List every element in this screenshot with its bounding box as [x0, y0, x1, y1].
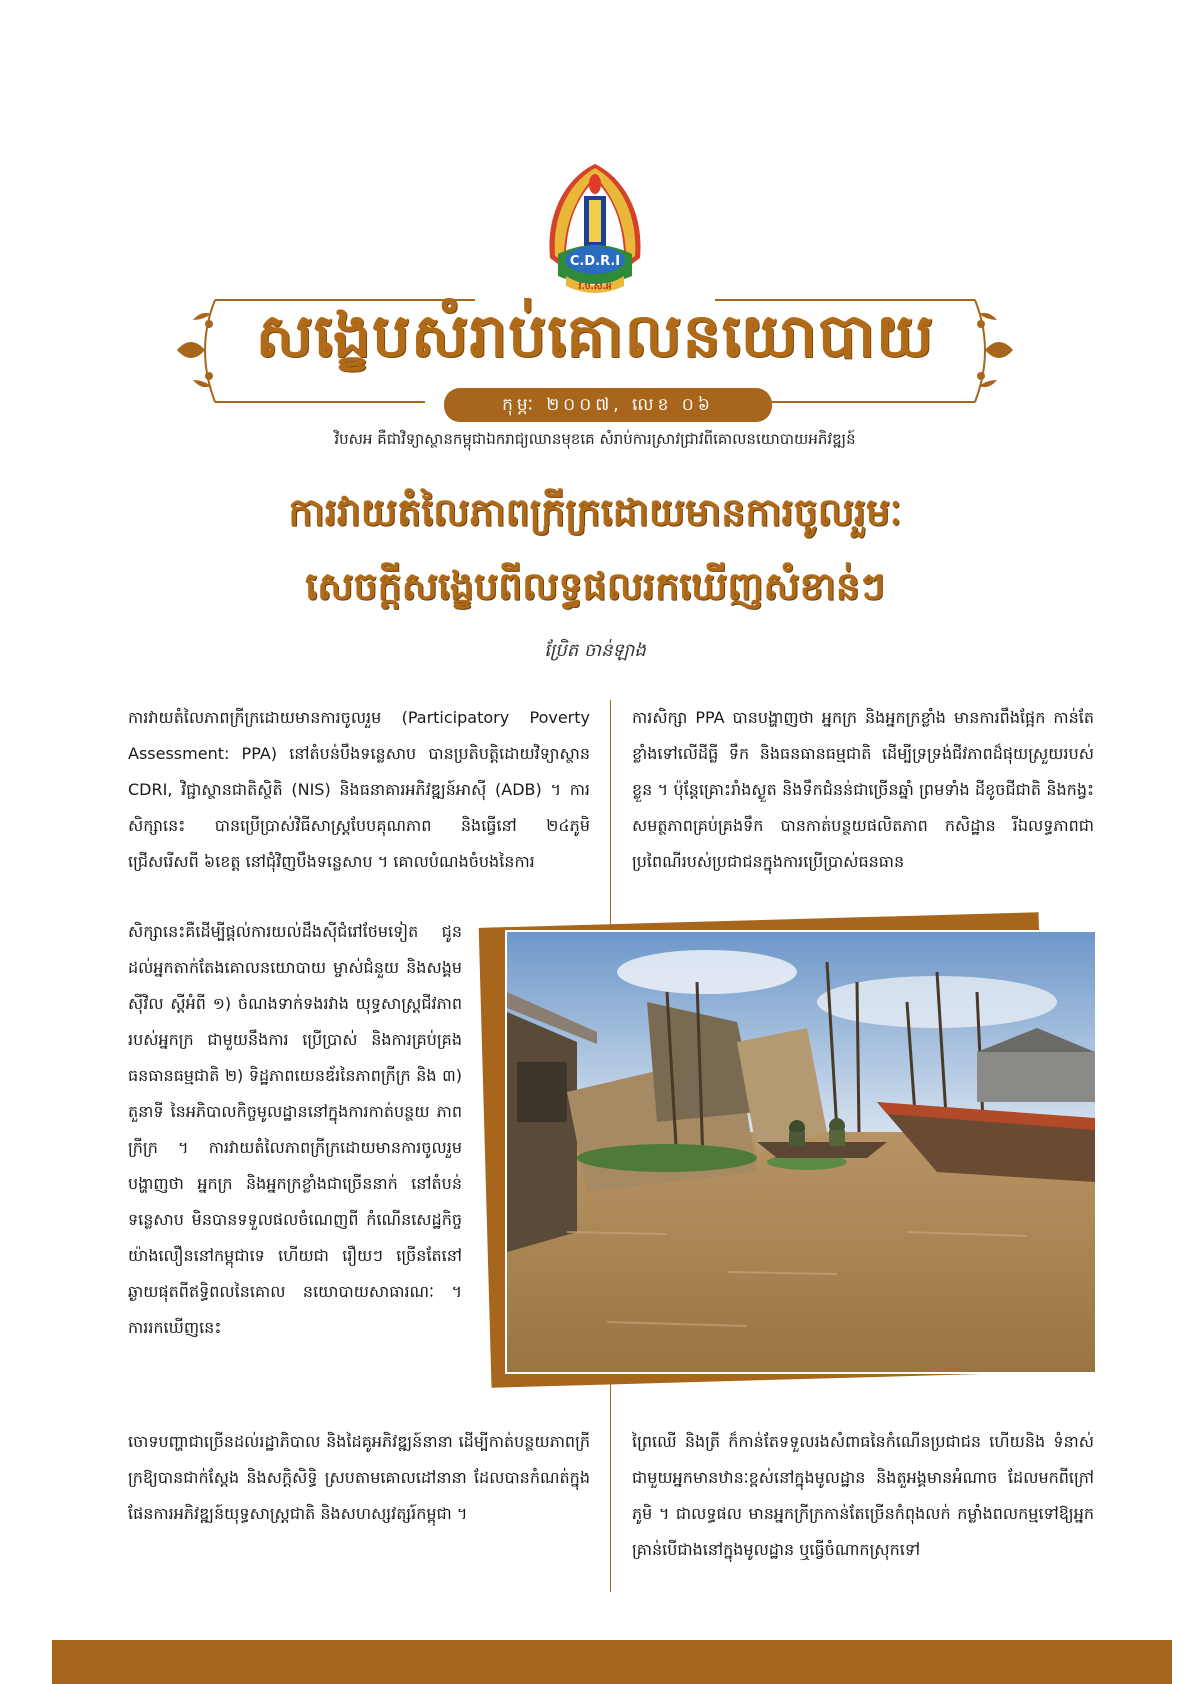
- floating-village-photo: [505, 930, 1097, 1374]
- left-column-bottom-text: ចោទបញ្ហាជាច្រើនដល់រដ្ឋាភិបាល និងដៃគូអភិវឌ្ឍន៍នានា ដើម្បីកាត់បន្ថយភាពក្រីក្រឱ្យបានជាក់ស្តែង និងសក្តិសិទ្ធិ ស្របតាមគោលដៅនានា ដែលបានកំណត់ក្នុងផែនការអភិវឌ្ឍន៍យុទ្ធសាស្ត្រជាតិ និងសហស្សវត្សរ៍កម្ពុជា ។: [128, 1432, 590, 1523]
- publisher-tagline: វិបសអ គឺជាវិទ្យាស្ថានកម្ពុជាឯករាជ្យឈានមុខគេ សំរាប់ការស្រាវជ្រាវពីគោលនយោបាយអភិវឌ្ឍន៍: [334, 430, 856, 448]
- masthead-title: សង្ខេបសំរាប់គោលនយោបាយ: [255, 301, 935, 371]
- logo-text-km: វ.ប.ស.អ: [578, 282, 612, 292]
- byline: ប្រែិត ចាន់ឡាង: [544, 640, 646, 661]
- right-column-bottom-text: ព្រៃឈើ និងត្រី ក៏កាន់តែទទួលរងសំពាធនៃកំណើនប្រជាជន ហើយនិង ទំនាស់ជាមួយអ្នកមានឋានៈខ្ពស់នៅក្នុងមូលដ្ឋាន និងតួអង្គមានអំណាច ដែលមកពីក្រៅភូមិ ។ ជាលទ្ធផល មានអ្នកក្រីក្រកាន់តែច្រើនកំពុងលក់ កម្លាំងពលកម្មទៅឱ្យអ្នកគ្រាន់បើជាងនៅក្នុងមូលដ្ឋាន ឬធ្វើចំណាកស្រុកទៅ: [632, 1432, 1094, 1559]
- left-column-paragraph: ការវាយតំលៃភាពក្រីក្រដោយមានការចូលរួម (Participatory Poverty Assessment: PPA) នៅតំបន់បឹងទន្លេសាប បានប្រតិបត្តិដោយវិទ្យាស្ថាន CDRI, វិជ្ជាស្ថានជាតិស្ថិតិ (NIS) និងធនាគារអភិវឌ្ឍន៍អាស៊ី (ADB) ។ ការសិក្សានេះ បានប្រើប្រាស់វិធីសាស្ត្របែបគុណភាព និងធ្វើនៅ ២៤ភូមិ ជ្រើសរើសពី ៦ខេត្ត នៅជុំវិញបឹងទន្លេសាប ។ គោលបំណងចំបងនៃការ: [128, 708, 590, 871]
- cdri-logo: [536, 158, 654, 298]
- right-column-paragraph: ការសិក្សា PPA បានបង្ហាញថា អ្នកក្រ និងអ្នកក្រខ្លាំង មានការពឹងផ្អែក កាន់តែខ្លាំងទៅលើដីធ្លី ទឹក និងធនធានធម្មជាតិ ដើម្បីទ្រទ្រង់ជីវភាពដ៏ផុយស្រួយរបស់ខ្លួន ។ ប៉ុន្តែគ្រោះរាំងស្ងួត និងទឹកជំនន់ជាច្រើនឆ្នាំ ព្រមទាំង ដីខូចជីជាតិ និងកង្វះសមត្ថភាពគ្រប់គ្រងទឹក បានកាត់បន្ថយផលិតភាព កសិដ្ឋាន រីឯលទ្ធភាពជាប្រពៃណីរបស់ប្រជាជនក្នុងការប្រើប្រាស់ធនធាន: [632, 708, 1094, 871]
- issue-date-badge: កុម្ភៈ ២០០៧, លេខ ០៦: [444, 388, 772, 422]
- logo-text: C.D.R.I: [569, 254, 621, 269]
- footer-band: [52, 1640, 1172, 1684]
- article-headline: ការវាយតំលៃភាពក្រីក្រដោយមានការចូលរួមៈ: [288, 490, 902, 534]
- article-subheadline: សេចក្តីសង្ខេបពីលទ្ធផលរកឃើញសំខាន់ៗ: [305, 564, 885, 608]
- left-column-wrapped-text: សិក្សានេះគឺដើម្បីផ្តល់ការយល់ដឹងស៊ីជំរៅថែមទៀត ជូនដល់អ្នកតាក់តែងគោលនយោបាយ ម្ចាស់ជំនួយ និងសង្គមស៊ីវិល ស្តីអំពី ១) ចំណងទាក់ទងរវាង យុទ្ធសាស្ត្រជីវភាពរបស់អ្នកក្រ ជាមួយនឹងការ ប្រើប្រាស់ និងការគ្រប់គ្រងធនធានធម្មជាតិ ២) ទិដ្ឋភាពយេនឌ័រនៃភាពក្រីក្រ និង ៣) តួនាទី នៃអភិបាលកិច្ចមូលដ្ឋាននៅក្នុងការកាត់បន្ថយ ភាពក្រីក្រ ។ ការវាយតំលៃភាពក្រីក្រដោយមានការចូលរួម បង្ហាញថា អ្នកក្រ និងអ្នកក្រខ្លាំងជាច្រើននាក់ នៅតំបន់ទន្លេសាប មិនបានទទួលផលចំណេញពី កំណើនសេដ្ឋកិច្ចយ៉ាងលឿននៅកម្ពុជាទេ ហើយជា រឿយៗ ច្រើនតែនៅឆ្ងាយផុតពីឥទ្ធិពលនៃគោល នយោបាយសាធារណៈ ។ ការរកឃើញនេះ: [128, 922, 462, 1337]
